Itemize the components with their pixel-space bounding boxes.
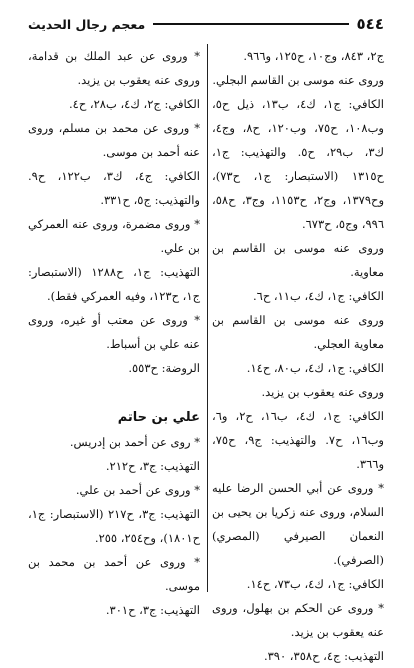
right-column	[212, 44, 384, 668]
text-paragraph: ج٢، ٨٤٣، وج١٠، ح١٢٥، و٩٦٦.	[243, 49, 384, 63]
text-paragraph: الكافي: ج١، ك٤، ب١٦، ح٢، و٦، وب١٦، ح٧. والتهذيب: ج٩، ح٧٥، و٣٦٦.	[212, 409, 384, 471]
text-paragraph: التهذيب: ج٣، ح٣٠١.	[105, 603, 200, 617]
text-paragraph: وروى عنه موسى بن القاسم البجلي.	[212, 73, 384, 87]
text-paragraph: الكافي: ج١، ك٤، ب٨٠، ح١٤.	[246, 361, 384, 375]
text-paragraph: * وروى مضمرة، وروى عنه العمركي بن علي.	[28, 217, 200, 255]
text-paragraph: الكافي: ج١، ك٤، ب٧٣، ح١٤.	[246, 577, 384, 591]
header-rule	[153, 23, 348, 25]
text-paragraph: التهذيب: ج٤، ح٣٥٨، ٣٩٠.	[263, 649, 384, 663]
text-paragraph: الكافي: ج٤، ك٣، ب١٢٢، ح٩. والتهذيب: ج٥، ح٣٣١.	[28, 169, 200, 207]
text-paragraph: * وروى عن أحمد بن علي.	[75, 483, 200, 497]
page-header	[28, 14, 384, 34]
text-paragraph: التهذيب: ج٣، ح٢١٢.	[105, 459, 200, 473]
text-paragraph: الكافي: ج١، ك٤، ب١٣، ذيل ح٥، وب١٠٨، ح٧٥، وب١٢٠، ح٨، وج٤، ك٣، ب٢٩، ح٥. والتهذيب: ج١، ح١٣١٥ (الاستبصار: ج١، ح٧٣)، وح١٣٧٩، وج٢، ح١١٥٣، وج٣، ح٥٨، ٩٩٦، وج٥، ح٦٧٣.	[212, 97, 384, 231]
text-paragraph: وروى عنه يعقوب بن يزيد.	[261, 385, 384, 399]
text-paragraph: * وروى عن الحكم بن بهلول، وروى عنه يعقوب بن يزيد.	[212, 601, 384, 639]
text-paragraph: الكافي: ج١، ك٤، ب١١، ح٦.	[252, 289, 384, 303]
text-paragraph: وروى عنه موسى بن القاسم بن معاوية.	[212, 241, 384, 279]
column-divider	[207, 44, 208, 592]
text-paragraph: * وروى عن معتب أو غيره، وروى عنه علي بن أسباط.	[28, 313, 200, 351]
entry-spacer	[28, 380, 200, 406]
text-paragraph: * وروى عن أحمد بن محمد بن موسى.	[28, 555, 200, 593]
text-paragraph: * روى عن أحمد بن إدريس.	[69, 435, 200, 449]
text-paragraph: * وروى عن عبد الملك بن قدامة، وروى عنه يعقوب بن يزيد.	[28, 49, 200, 87]
text-paragraph: الروضة: ح٥٥٣.	[128, 361, 200, 375]
left-column	[28, 44, 200, 622]
page-number: ٥٤٤	[356, 15, 384, 33]
text-paragraph: الكافي: ج٢، ك٤، ب٢٨، ح٤.	[68, 97, 200, 111]
text-paragraph: * وروى عن أبي الحسن الرضا عليه السلام، وروى عنه زكريا بن يحيى بن النعمان الصيرفي (المصري) (الصرفي).	[212, 481, 384, 567]
entry-heading: علي بن حاتم	[117, 410, 200, 425]
text-paragraph: التهذيب: ج١، ح١٢٨٨ (الاستبصار: ج١، ح١٢٣، وفيه العمركي فقط).	[28, 265, 200, 303]
book-title: معجم رجال الحديث	[28, 16, 146, 32]
text-paragraph: التهذيب: ج٣، ح٢١٧ (الاستبصار: ج١، ح١٨٠١)، وح٢٥٤، ٢٥٥.	[28, 507, 201, 545]
text-paragraph: وروى عنه موسى بن القاسم بن معاوية العجلي.	[212, 313, 384, 351]
text-paragraph: * وروى عن محمد بن مسلم، وروى عنه أحمد بن موسى.	[28, 121, 200, 159]
